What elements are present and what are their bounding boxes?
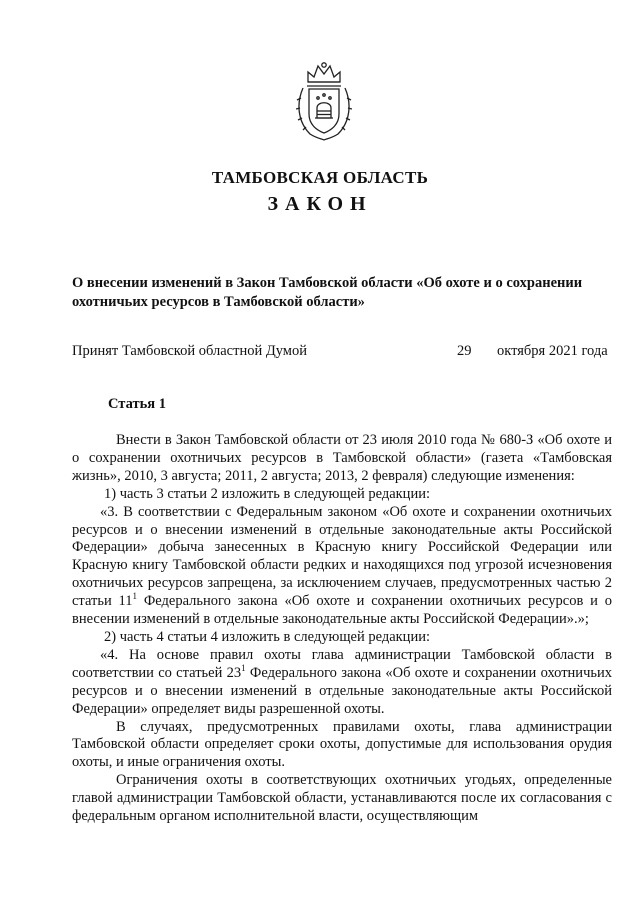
paragraph [72, 647, 612, 719]
region-name: ТАМБОВСКАЯ ОБЛАСТЬ [211, 168, 429, 187]
law-title: О внесении изменений в Закон Тамбовской области «Об охоте и о сохранении охотничьих ресурсов в Тамбовской области» [72, 275, 583, 310]
superscript: 1 [132, 591, 138, 602]
document-type: ЗАКОН [267, 193, 373, 215]
paragraph: Внести в Закон Тамбовской области от 23 июля 2010 года № 680-З «Об охоте и о сохранении охотничьих ресурсов в Тамбовской области» (газета «Тамбовская жизнь», 2010, 3 августа; 2011, 2 августа; 2013, 2 февраля) следующие изменения: [72, 432, 612, 484]
paragraph: Ограничения охоты в соответствующих охотничьих угодьях, определенные главой администрации Тамбовской области, устанавливаются после их согласования с федеральным органом исполнительной власти, осуществляющим [72, 772, 612, 825]
paragraph-text: Федерального закона «Об охоте и сохранении охотничьих ресурсов и о внесении изменений в отдельные законодательные акты Российской Федерации» определяет виды разрешенной охоты. [72, 664, 612, 717]
adopted-by: Принят Тамбовской областной Думой [72, 343, 307, 359]
article-body [72, 432, 612, 826]
adoption-month-year: октября 2021 года [497, 343, 608, 359]
paragraph: В случаях, предусмотренных правилами охоты, глава администрации Тамбовской области определяет сроки охоты, допустимые для использования орудия охоты, и иные ограничения охоты. [72, 718, 612, 771]
coat-of-arms-icon [296, 60, 352, 142]
paragraph-text: «4. На основе правил охоты глава администрации Тамбовской области в соответствии со статьей 23 [72, 646, 612, 681]
paragraph-text: «3. В соответствии с Федеральным законом «Об охоте и сохранении охотничьих ресурсов и о внесении изменений в отдельные законодательные акты Российской Федерации» добыча занесенных в Красную книгу Российской Федерации или Красную книгу Тамбовской области редких и находящихся под угрозой исчезновения охотничьих ресурсов запрещена, за исключением случаев, предусмотренных частью 2 статьи 11 [72, 503, 612, 610]
paragraph: 1) часть 3 статьи 2 изложить в следующей редакции: [104, 485, 430, 502]
paragraph-text: Федерального закона «Об охоте и сохранении охотничьих ресурсов и о внесении изменений в отдельные законодательные акты Российской Федерации».»; [72, 593, 612, 628]
paragraph [72, 504, 612, 629]
superscript: 1 [241, 662, 246, 673]
paragraph: 2) часть 4 статьи 4 изложить в следующей редакции: [104, 628, 430, 645]
article-heading: Статья 1 [108, 396, 166, 412]
adoption-day: 29 [457, 343, 472, 359]
